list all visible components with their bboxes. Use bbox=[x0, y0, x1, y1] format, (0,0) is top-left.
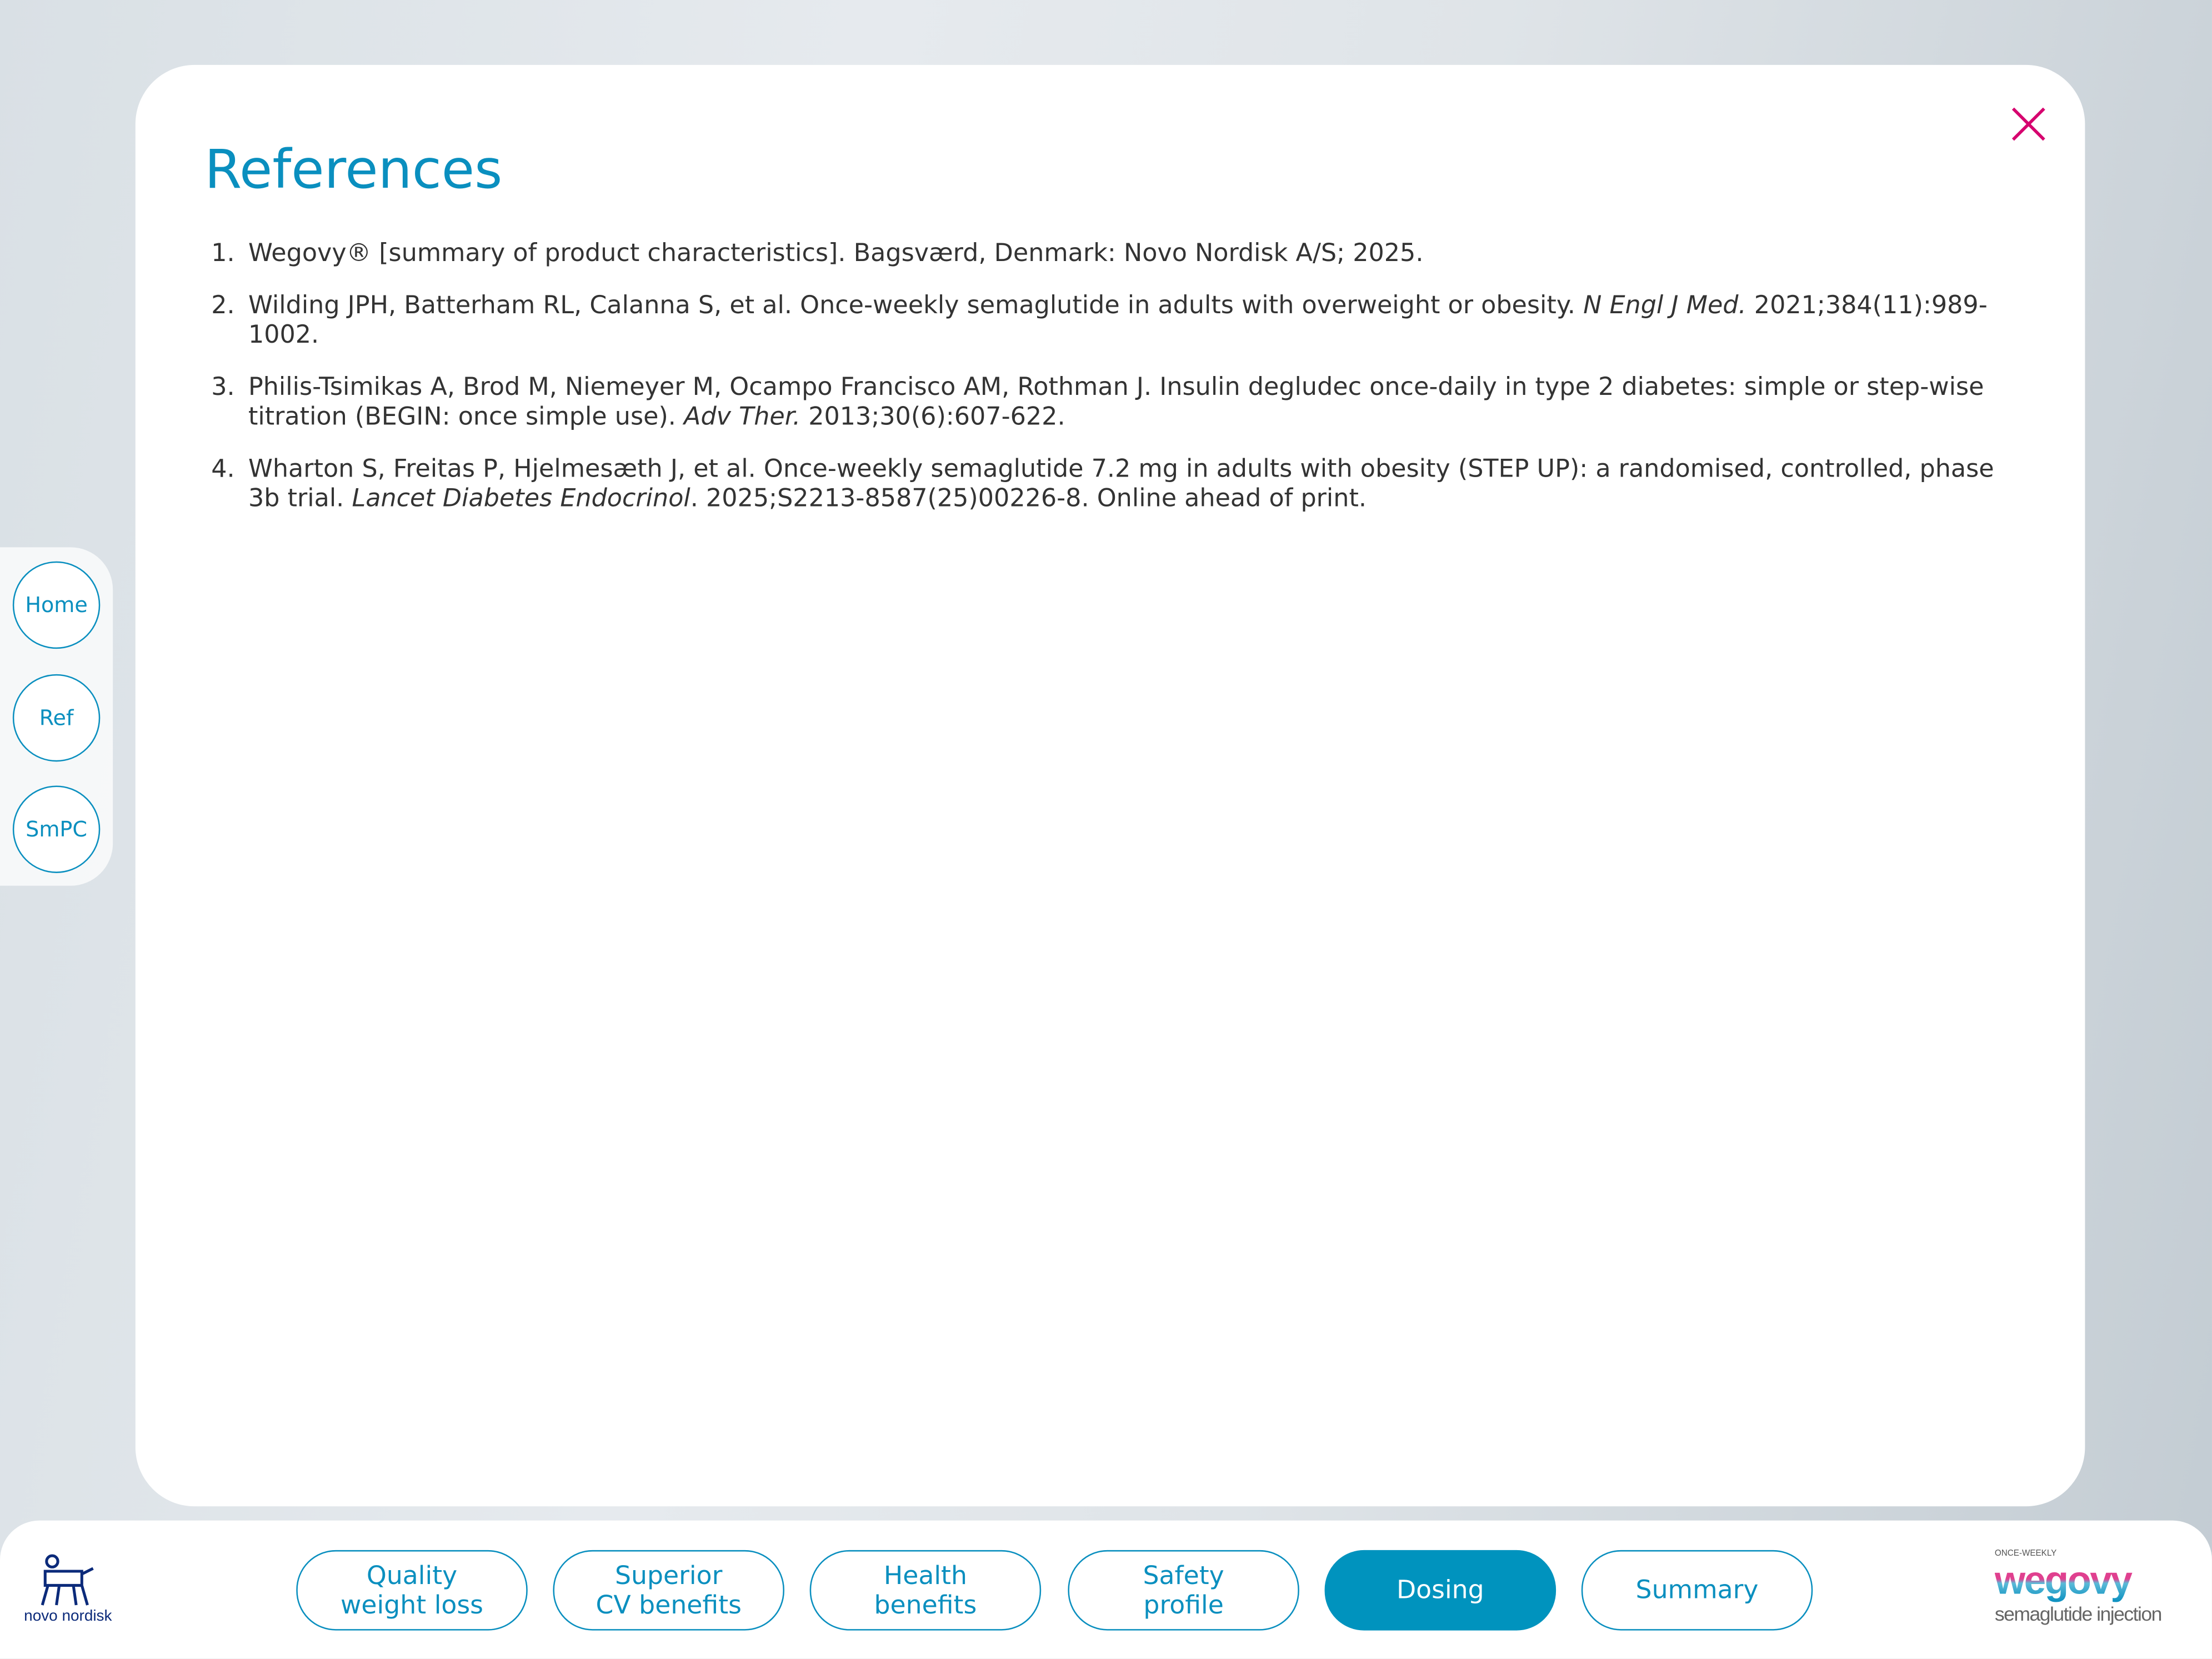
side-nav bbox=[0, 547, 113, 885]
nav-safety-profile[interactable]: Safety profile bbox=[1068, 1550, 1299, 1631]
wegovy-wordmark: wegovy bbox=[1995, 1560, 2206, 1602]
reference-text: Wegovy® [summary of product characteristics]. Bagsværd, Denmark: Novo Nordisk A/S; 2025. bbox=[248, 239, 1424, 268]
bottom-nav bbox=[0, 1521, 2212, 1659]
reference-text: Wharton S, Freitas P, Hjelmesæth J, et al. Once-weekly semaglutide 7.2 mg in adults with obesity (STEP UP): a randomised, controlled, phase 3b trial. bbox=[248, 454, 1994, 514]
reference-journal: N Engl J Med. bbox=[1583, 291, 1746, 320]
reference-journal: Adv Ther. bbox=[684, 403, 801, 432]
page-title: References bbox=[204, 138, 503, 201]
reference-item bbox=[243, 455, 2006, 515]
smpc-button[interactable]: SmPC bbox=[13, 786, 100, 873]
nav-summary[interactable]: Summary bbox=[1582, 1550, 1813, 1631]
references-modal bbox=[136, 65, 2085, 1506]
reference-item bbox=[243, 240, 2006, 270]
home-button[interactable]: Home bbox=[13, 562, 100, 649]
novo-nordisk-wordmark: novo nordisk bbox=[24, 1606, 112, 1624]
nav-quality-weight-loss[interactable]: Quality weight loss bbox=[296, 1550, 527, 1631]
reference-citation: 2021;384(11):989-1002. bbox=[248, 291, 1988, 350]
reference-citation: . 2025;S2213-8587(25)00226-8. Online ahead of print. bbox=[690, 485, 1367, 514]
wegovy-tagline: ONCE-WEEKLY bbox=[1994, 1550, 2057, 1559]
wegovy-logo bbox=[1995, 1548, 2206, 1626]
references-list bbox=[212, 240, 2006, 537]
nav-superior-cv-benefits[interactable]: Superior CV benefits bbox=[553, 1550, 784, 1631]
nav-dosing[interactable]: Dosing bbox=[1325, 1550, 1556, 1631]
reference-item bbox=[243, 291, 2006, 352]
reference-text: Philis-Tsimikas A, Brod M, Niemeyer M, Ocampo Francisco AM, Rothman J. Insulin degludec once-daily in type 2 diabetes: simple or step-wise titration (BEGIN: once simple use). bbox=[248, 373, 1984, 432]
wegovy-subtitle: semaglutide injection bbox=[1994, 1602, 2161, 1625]
close-icon[interactable] bbox=[2009, 104, 2048, 144]
reference-item bbox=[243, 373, 2006, 434]
ref-button[interactable]: Ref bbox=[13, 674, 100, 761]
reference-journal: Lancet Diabetes Endocrinol bbox=[352, 485, 690, 514]
nav-health-benefits[interactable]: Health benefits bbox=[810, 1550, 1041, 1631]
reference-citation: 2013;30(6):607-622. bbox=[800, 403, 1065, 432]
reference-text: Wilding JPH, Batterham RL, Calanna S, et al. Once-weekly semaglutide in adults with overweight or obesity. bbox=[248, 291, 1584, 320]
novo-nordisk-logo bbox=[23, 1555, 116, 1625]
